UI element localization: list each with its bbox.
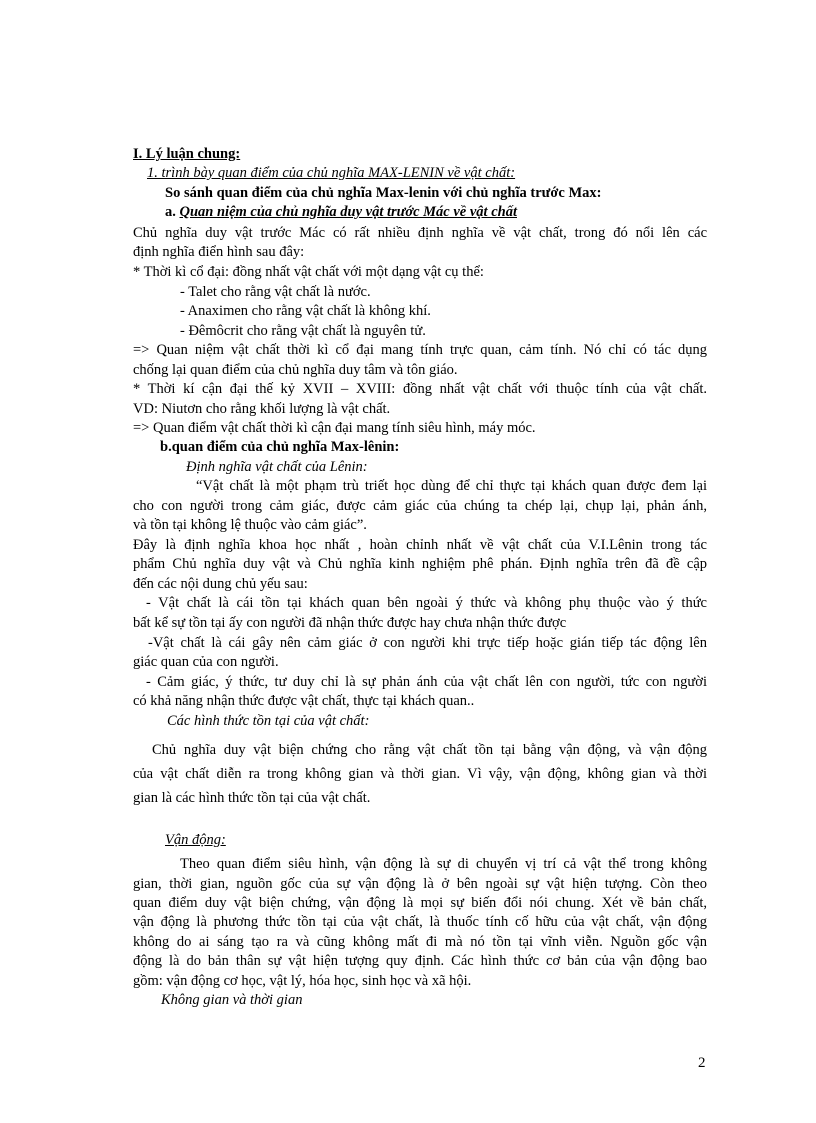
sub-heading-1: 1. trình bày quan điểm của chủ nghĩa MAX-LENIN về vật chất: — [147, 165, 516, 181]
point-line: - Vật chất là cái tồn tại khách quan bên ngoài ý thức và không phụ thuộc vào ý thức — [146, 595, 707, 611]
motion-title: Vận động: — [165, 832, 226, 848]
forms-line: Chủ nghĩa duy vật biện chứng cho rằng vật chất tồn tại bằng vận động, và vận động — [152, 742, 707, 758]
forms-line: của vật chất diễn ra trong không gian và thời gian. Vì vậy, vận động, không gian và thời — [133, 766, 707, 782]
quote-line: “Vật chất là một phạm trù triết học dùng để chỉ thực tại khách quan được đem lại — [196, 478, 707, 494]
motion-line: gồm: vận động cơ học, vật lý, hóa học, sinh học và xã hội. — [133, 973, 472, 989]
ancient-period: * Thời kì cổ đại: đồng nhất vật chất với một dạng vật cụ thể: — [133, 264, 484, 280]
modern-period: * Thời kí cận đại thế kỷ XVII – XVIII: đồng nhất vật chất với thuộc tính của vật chất. — [133, 381, 707, 397]
list-item-anaximen: - Anaximen cho rằng vật chất là không khí. — [180, 303, 431, 319]
forms-title: Các hình thức tồn tại của vật chất: — [167, 713, 370, 729]
part-b-heading: b.quan điểm của chủ nghĩa Max-lênin: — [160, 439, 400, 455]
motion-line: động là do bản thân sự vật hiện tượng quy định. Các hình thức cơ bản của vận động bao — [133, 953, 707, 969]
space-time-title: Không gian và thời gian — [161, 992, 303, 1008]
motion-line: vận động là phương thức tồn tại của vật chất, là thuốc tính cố hữu của vật chất, vận động — [133, 914, 707, 930]
point-line: bất kể sự tồn tại ấy con người đã nhận thức được hay chưa nhận thức được — [133, 615, 567, 631]
point-line: có khả năng nhận thức được vật chất, thực tại khách quan.. — [133, 693, 475, 709]
para-line: phẩm Chủ nghĩa duy vật và Chủ nghĩa kinh nghiệm phê phán. Định nghĩa trên đã đề cập — [133, 556, 707, 572]
page-number: 2 — [698, 1055, 706, 1071]
para-line: => Quan niệm vật chất thời kì cổ đại mang tính trực quan, cảm tính. Nó chỉ có tác dụng — [133, 342, 707, 358]
para-line: đến các nội dung chủ yếu sau: — [133, 576, 308, 592]
part-a-heading — [165, 203, 517, 222]
motion-line: không do ai sáng tạo ra và cũng không mất đi mà nó tồn tại vĩnh viễn. Nguồn gốc vận — [133, 934, 707, 950]
point-line: giác quan của con người. — [133, 654, 279, 670]
part-a-title: Quan niệm của chủ nghĩa duy vật trước Mác về vật chất — [179, 204, 517, 220]
para-line: chống lại quan điểm của chủ nghĩa duy tâm và tôn giáo. — [133, 362, 458, 378]
quote-line: và tồn tại không lệ thuộc vào cảm giác”. — [133, 517, 367, 533]
para-line: Chủ nghĩa duy vật trước Mác có rất nhiều định nghĩa về vật chất, trong đó nổi lên các — [133, 225, 707, 241]
conclusion-2: => Quan điểm vật chất thời kì cận đại mang tính siêu hình, máy móc. — [133, 420, 536, 436]
list-item-democrit: - Đêmôcrit cho rằng vật chất là nguyên tử. — [180, 323, 426, 339]
forms-line: gian là các hình thức tồn tại của vật chất. — [133, 790, 371, 806]
para-line: Đây là định nghĩa khoa học nhất , hoàn chỉnh nhất về vật chất của V.I.Lênin trong tác — [133, 537, 707, 553]
para-line: VD: Niutơn cho rằng khối lượng là vật chất. — [133, 401, 391, 417]
para-line: định nghĩa điển hình sau đây: — [133, 244, 305, 260]
motion-line: gian, thời gian, nguồn gốc của sự vận động là ở bên ngoài sự vật hiện tượng. Còn theo — [133, 876, 707, 892]
motion-line: Theo quan điểm siêu hình, vận động là sự di chuyển vị trí cả vật thể trong không — [180, 856, 707, 872]
lenin-definition-title: Định nghĩa vật chất của Lênin: — [186, 459, 368, 475]
list-item-talet: - Talet cho rằng vật chất là nước. — [180, 284, 371, 300]
section-heading: I. Lý luận chung: — [133, 146, 241, 162]
point-line: - Cảm giác, ý thức, tư duy chỉ là sự phản ánh của vật chất lên con người, tức con người — [146, 674, 707, 690]
quote-line: cho con người trong cảm giác, được cảm giác của chúng ta chép lại, chụp lại, phản ánh, — [133, 498, 707, 514]
compare-heading: So sánh quan điểm của chủ nghĩa Max-lenin với chủ nghĩa trước Max: — [165, 185, 602, 201]
part-a-label: a. — [165, 204, 176, 220]
point-line: -Vật chất là cái gây nên cảm giác ở con người khi trực tiếp hoặc gián tiếp tác động lên — [148, 635, 707, 651]
motion-line: quan điểm duy vật biện chứng, vận động là mọi sự biến đổi nói chung. Xét về bản chất, — [133, 895, 707, 911]
